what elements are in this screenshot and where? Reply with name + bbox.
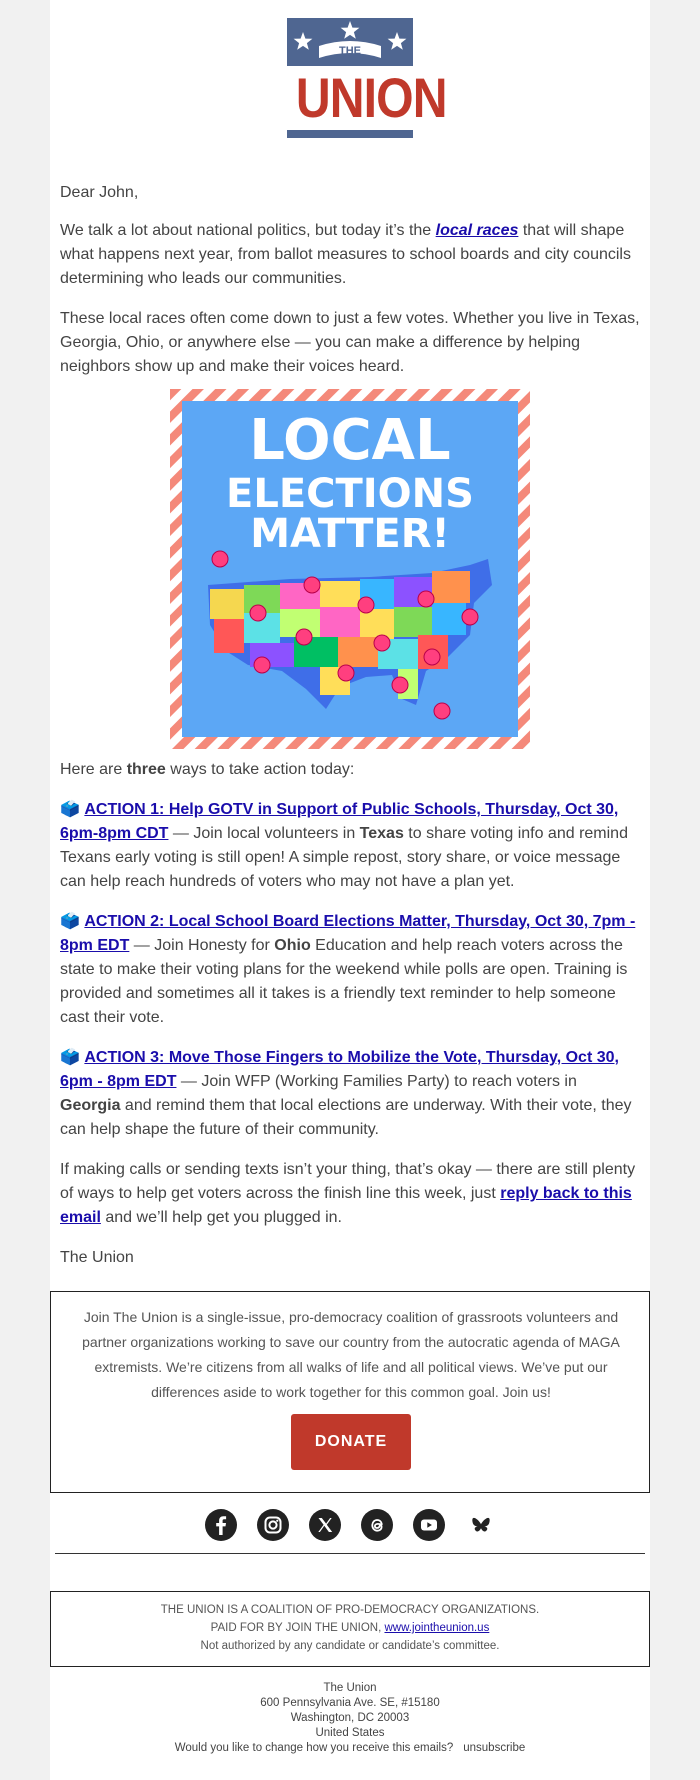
action-1-paragraph <box>60 798 640 894</box>
logo-underline <box>287 130 413 138</box>
ways-intro <box>60 758 640 782</box>
intro-paragraph <box>60 219 640 291</box>
email-card <box>50 0 650 1780</box>
action-3-state: Georgia <box>60 1097 121 1114</box>
poster-line-matter: MATTER! <box>250 511 450 557</box>
greeting: Dear John, <box>60 184 139 201</box>
donate-button[interactable]: DONATE <box>291 1414 411 1470</box>
action-3-text-b: and remind them that local elections are underway. With their vote, they can help shape the future of their community. <box>60 1097 632 1138</box>
ways-bold: three <box>126 761 166 778</box>
action-1-text-a: — Join local volunteers in <box>168 825 360 842</box>
action-2-link[interactable]: ACTION 2: Local School Board Elections Matter, Thursday, Oct 30, 7pm - 8pm EDT <box>60 913 636 954</box>
ways-text-a: Here are <box>60 761 127 778</box>
action-3-text-a: — Join WFP (Working Families Party) to reach voters in <box>176 1073 577 1090</box>
intro-text-b: that will shape what happens next year, from ballot measures to school boards and city councils determining who leads our communities. <box>60 222 631 287</box>
address-city: Washington, DC 20003 <box>290 1712 410 1724</box>
about-text: Join The Union is a single-issue, pro-democracy coalition of grassroots volunteers and partner organizations working to save our country from the autocratic agenda of MAGA extremists. We’re citizens from all walks of life and all political views. We’ve put our differences aside to work together for this common goal. Join us! <box>82 1309 620 1400</box>
poster-line-local: LOCAL <box>249 408 451 473</box>
logo-the-text: THE <box>339 45 361 57</box>
legal-line-2 <box>51 1619 649 1637</box>
closing-paragraph <box>60 1158 640 1230</box>
action-1-text-b: to share voting info and remind Texans early voting is still open! A simple repost, story share, or voice message can help reach hundreds of voters who may not have a plan yet. <box>60 825 628 890</box>
preferences-line <box>50 1741 650 1756</box>
action-3-link[interactable]: ACTION 3: Move Those Fingers to Mobilize the Vote, Thursday, Oct 30, 6pm - 8pm EDT <box>60 1049 619 1090</box>
mailing-address <box>50 1681 650 1756</box>
paid-for-text: PAID FOR BY JOIN THE UNION, <box>210 1622 385 1634</box>
logo-stars-icon <box>287 18 413 66</box>
local-elections-poster <box>170 389 530 749</box>
x-icon[interactable] <box>309 1509 341 1541</box>
action-3-paragraph <box>60 1046 640 1142</box>
instagram-icon[interactable] <box>257 1509 289 1541</box>
closing-text-b: and we’ll help get you plugged in. <box>100 1209 342 1226</box>
footer-divider <box>55 1553 645 1554</box>
change-preferences-link[interactable]: Would you like to change how you receive this emails? <box>174 1742 454 1754</box>
action-1-state: Texas <box>359 825 404 842</box>
address-org: The Union <box>323 1682 377 1694</box>
action-2-text-b: Education and help reach voters across the state to make their voting plans for the weekend while polls are open. Training is provided and sometimes all it takes is a friendly text reminder to help someone cast their vote. <box>60 937 628 1026</box>
unsubscribe-link[interactable]: unsubscribe <box>463 1742 526 1754</box>
poster-line-elections: ELECTIONS <box>226 471 474 517</box>
website-link[interactable]: www.jointheunion.us <box>384 1622 490 1634</box>
about-box <box>50 1291 650 1493</box>
closing-text-a: If making calls or sending texts isn’t your thing, that’s okay — there are still plenty of ways to help get voters across the finish line this week, just <box>60 1161 636 1202</box>
facebook-icon[interactable] <box>205 1509 237 1541</box>
youtube-icon[interactable] <box>413 1509 445 1541</box>
union-logo[interactable] <box>287 18 447 138</box>
poster-image-icon <box>170 389 530 749</box>
ballot-box-icon: 🗳️ <box>60 913 80 930</box>
threads-icon[interactable] <box>361 1509 393 1541</box>
address-street: 600 Pennsylvania Ave. SE, #15180 <box>260 1697 440 1709</box>
logo-banner <box>287 18 413 66</box>
reply-back-link[interactable]: reply back to this email <box>60 1185 632 1226</box>
ballot-box-icon: 🗳️ <box>60 801 80 818</box>
ballot-box-icon: 🗳️ <box>60 1049 80 1066</box>
local-races-paragraph: These local races often come down to just a few votes. Whether you live in Texas, Georgia, Ohio, or anywhere else — you can make a difference by helping neighbors show up and make their voices heard. <box>60 310 640 375</box>
action-2-text-a: — Join Honesty for <box>129 937 275 954</box>
address-country: United States <box>315 1727 385 1739</box>
action-1-link[interactable]: ACTION 1: Help GOTV in Support of Public Schools, Thursday, Oct 30, 6pm-8pm CDT <box>60 801 619 842</box>
logo-union-text: UNION <box>295 66 447 129</box>
legal-line-3: Not authorized by any candidate or candidate’s committee. <box>200 1640 500 1652</box>
local-races-link[interactable]: local races <box>435 222 519 239</box>
ways-text-b: ways to take action today: <box>165 761 355 778</box>
bluesky-icon[interactable] <box>465 1509 497 1541</box>
intro-text-a: We talk a lot about national politics, but today it’s the <box>60 222 436 239</box>
action-2-paragraph <box>60 910 640 1030</box>
signoff: The Union <box>60 1249 134 1266</box>
legal-line-1: THE UNION IS A COALITION OF PRO-DEMOCRACY ORGANIZATIONS. <box>160 1604 540 1616</box>
legal-disclaimer <box>50 1591 650 1667</box>
action-2-state: Ohio <box>274 937 311 954</box>
